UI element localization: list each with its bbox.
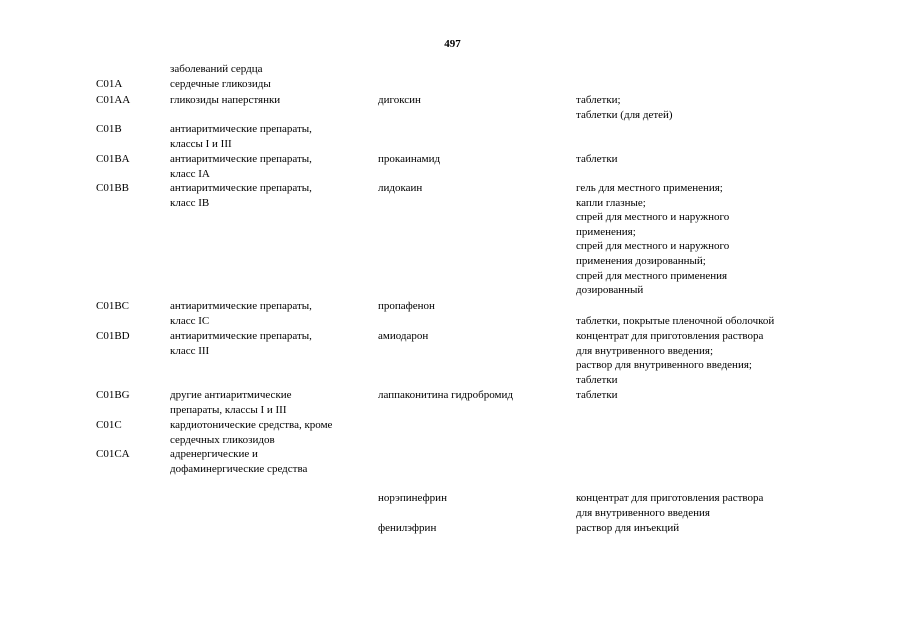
drug-name: амиодарон	[378, 330, 429, 342]
drug-name: лидокаин	[378, 182, 423, 194]
group-name: кардиотонические средства, кроме сердечных гликозидов	[170, 419, 333, 446]
dosage-form: раствор для инъекций	[576, 522, 680, 534]
group-name: сердечные гликозиды	[170, 78, 271, 90]
dosage-form: концентрат для приготовления раствора для внутривенного введения; раствор для внутривенного введения; таблетки	[576, 330, 764, 386]
group-name: заболеваний сердца	[170, 63, 263, 75]
dosage-form: таблетки	[576, 389, 618, 401]
dosage-form: таблетки	[576, 153, 618, 165]
group-name: адренергические и дофаминергические средства	[170, 448, 308, 475]
atc-code: C01AA	[96, 94, 131, 106]
drug-name: дигоксин	[378, 94, 421, 106]
atc-code: C01C	[96, 419, 122, 431]
atc-code: C01B	[96, 123, 122, 135]
dosage-form: концентрат для приготовления раствора для внутривенного введения	[576, 492, 764, 519]
atc-code: C01BG	[96, 389, 130, 401]
atc-code: C01BC	[96, 300, 130, 312]
group-name: другие антиаритмические препараты, классы I и III	[170, 389, 292, 416]
atc-code: C01BD	[96, 330, 130, 342]
drug-name: прокаинамид	[378, 153, 441, 165]
group-name: гликозиды наперстянки	[170, 94, 281, 106]
atc-code: C01CA	[96, 448, 130, 460]
drug-name: фенилэфрин	[378, 522, 437, 534]
group-name: антиаритмические препараты, класс IB	[170, 182, 312, 209]
dosage-form: таблетки; таблетки (для детей)	[576, 94, 673, 121]
drug-name: лаппаконитина гидробромид	[378, 389, 513, 401]
atc-code: C01A	[96, 78, 123, 90]
group-name: антиаритмические препараты, класс IC	[170, 300, 312, 327]
drug-name: норэпинефрин	[378, 492, 447, 504]
group-name: антиаритмические препараты, класс IA	[170, 153, 312, 180]
group-name: антиаритмические препараты, класс III	[170, 330, 312, 357]
atc-code: C01BA	[96, 153, 130, 165]
drug-name: пропафенон	[378, 300, 435, 312]
dosage-form: гель для местного применения; капли глазные; спрей для местного и наружного применения; спрей для местного и наружного применения дозированный; спрей для местного применения дозированный	[576, 182, 730, 297]
dosage-form: таблетки, покрытые пленочной оболочкой	[576, 314, 775, 327]
page-number: 497	[444, 38, 461, 50]
group-name: антиаритмические препараты, классы I и III	[170, 123, 312, 150]
atc-code: C01BB	[96, 182, 130, 194]
